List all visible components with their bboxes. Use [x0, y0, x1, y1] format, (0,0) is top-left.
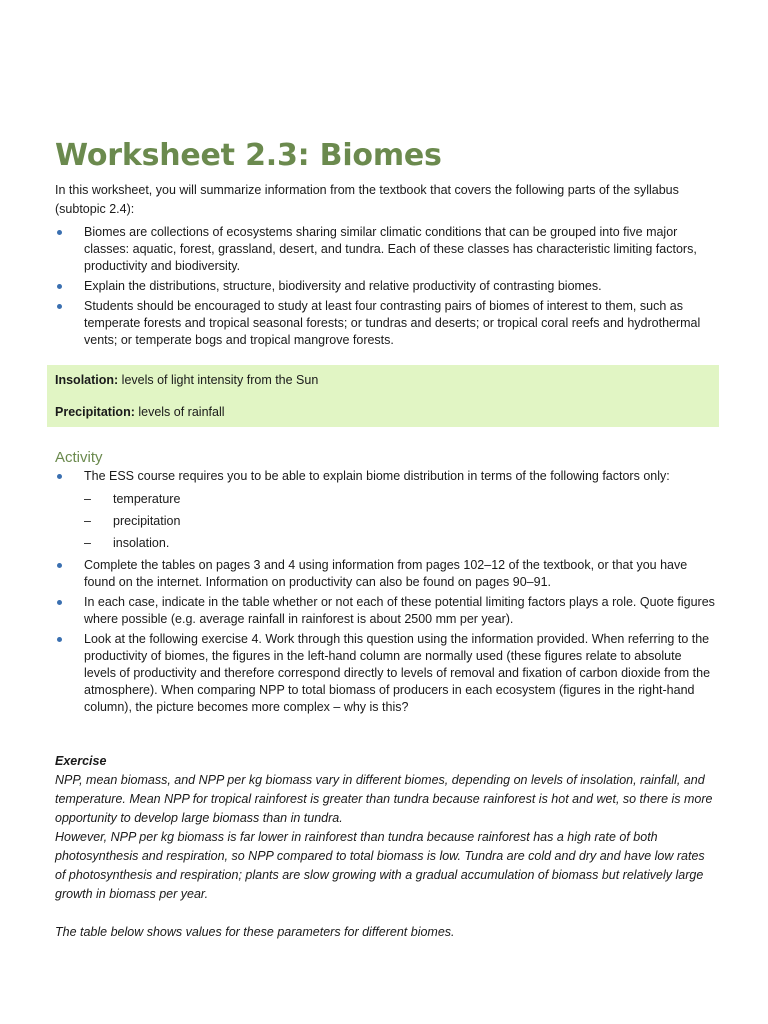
list-item	[55, 631, 715, 716]
bullet-icon	[57, 474, 62, 479]
definition-insolation	[55, 373, 318, 387]
exercise-paragraph: However, NPP per kg biomass is far lower in rainforest than tundra because rainforest has a high rate of both photosynthesis and respiration, so NPP compared to total biomass is low. Tundra are cold and dry and have low rates of photosynthesis and respiration; plants are slow growing with a gradual accumulation of biomass but relatively large growth in biomass per year.	[55, 830, 705, 901]
page-title: Worksheet 2.3: Biomes	[55, 138, 442, 173]
exercise-title: Exercise	[55, 754, 107, 768]
bullet-icon	[57, 230, 62, 235]
syllabus-list	[55, 224, 715, 352]
factor-label: precipitation	[113, 514, 181, 528]
activity-heading: Activity	[55, 449, 103, 466]
list-item	[55, 557, 715, 591]
bullet-icon	[57, 284, 62, 289]
definition-precipitation	[55, 405, 225, 419]
factor-label: temperature	[113, 492, 181, 506]
exercise-section	[55, 752, 715, 942]
syllabus-point: Biomes are collections of ecosystems sharing similar climatic conditions that can be grouped into five major classes: aquatic, forest, grassland, desert, and tundra. Each of these classes has characteristic limiting factors, productivity and biodiversity.	[84, 225, 697, 273]
bullet-icon	[57, 304, 62, 309]
list-item	[55, 468, 715, 552]
factor-item	[84, 535, 715, 552]
bullet-icon	[57, 600, 62, 605]
factor-item	[84, 491, 715, 508]
list-item	[55, 278, 715, 295]
definition-text: levels of light intensity from the Sun	[118, 373, 319, 387]
list-item	[55, 298, 715, 349]
factor-label: insolation.	[113, 536, 170, 550]
syllabus-point: Students should be encouraged to study at least four contrasting pairs of biomes of interest to them, such as temperate forests and tropical seasonal forests; or tundras and deserts; or tropical coral reefs and hydrothermal vents; or temperate bogs and tropical mangrove forests.	[84, 299, 701, 347]
activity-point: Complete the tables on pages 3 and 4 using information from pages 102–12 of the textbook, or that you have found on the internet. Information on productivity can also be found on pages 90–91.	[84, 558, 688, 589]
exercise-paragraph: The table below shows values for these parameters for different biomes.	[55, 925, 455, 939]
dash-icon: –	[84, 514, 91, 528]
bullet-icon	[57, 637, 62, 642]
exercise-paragraph: NPP, mean biomass, and NPP per kg biomass vary in different biomes, depending on levels of insolation, rainfall, and temperature. Mean NPP for tropical rainforest is greater than tundra because rainforest is hot and wet, so there is more opportunity to develop large biomass than in tundra.	[55, 773, 713, 825]
spacer	[55, 904, 715, 923]
dash-icon: –	[84, 492, 91, 506]
intro-text: In this worksheet, you will summarize information from the textbook that covers the following parts of the syllabus (subtopic 2.4):	[55, 183, 679, 216]
definition-text: levels of rainfall	[134, 405, 225, 419]
activity-point: In each case, indicate in the table whether or not each of these potential limiting factors plays a role. Quote figures where possible (e.g. average rainfall in rainforest is about 2500 mm per year).	[84, 595, 715, 626]
list-item	[55, 224, 715, 275]
definition-term: Precipitation:	[55, 405, 135, 419]
dash-icon: –	[84, 536, 91, 550]
activity-point: Look at the following exercise 4. Work through this question using the information provided. When referring to the productivity of biomes, the figures in the left-hand column are normally used (these figures relate to absolute levels of productivity and therefore correspond directly to levels of removal and fixation of carbon dioxide from the atmosphere). When comparing NPP to total biomass of producers in each ecosystem (figures in the right-hand column), the picture becomes more complex – why is this?	[84, 632, 711, 714]
activity-list	[55, 468, 715, 719]
bullet-icon	[57, 563, 62, 568]
definition-term: Insolation:	[55, 373, 119, 387]
factor-item	[84, 513, 715, 530]
factor-list	[84, 491, 715, 552]
definitions-box	[47, 365, 719, 427]
activity-point: The ESS course requires you to be able to explain biome distribution in terms of the following factors only:	[84, 469, 670, 483]
list-item	[55, 594, 715, 628]
syllabus-point: Explain the distributions, structure, biodiversity and relative productivity of contrasting biomes.	[84, 279, 602, 293]
